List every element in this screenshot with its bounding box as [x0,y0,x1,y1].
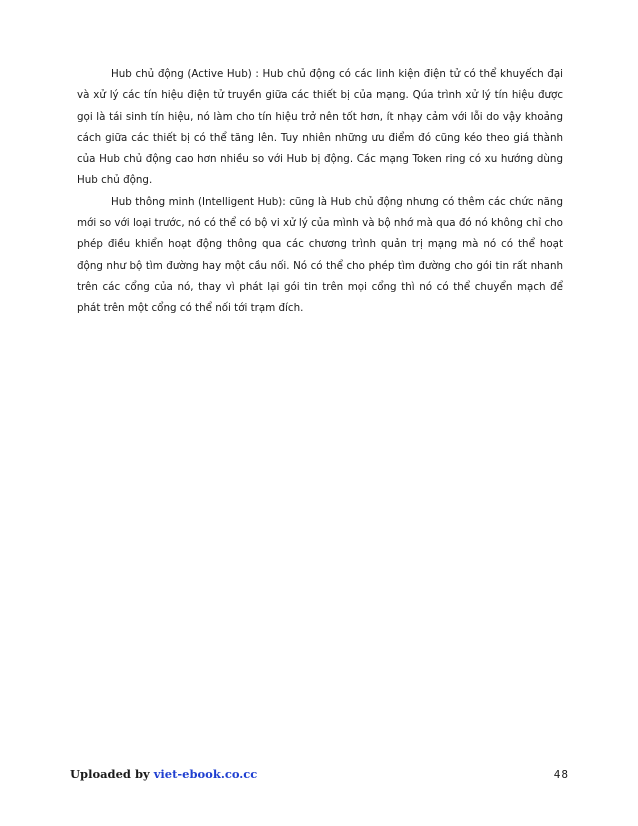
paragraph-active-hub: Hub chủ động (Active Hub) : Hub chủ động có các linh kiện điện tử có thể khuyếch đại và xử lý các tín hiệu điện tử truyền giữa các thiết bị của mạng. Qúa trình xử lý tín hiệu được gọi là tái sinh tín hiệu, nó làm cho tín hiệu trở nên tốt hơn, ít nhạy cảm với lỗi do vậy khoảng cách giữa các thiết bị có thể tăng lên. Tuy nhiên những ưu điểm đó cũng kéo theo giá thành của Hub chủ động cao hơn nhiều so với Hub bị động. Các mạng Token ring có xu hướng dùng Hub chủ động. [77,68,563,187]
page-footer [70,767,569,781]
uploaded-by-label: Uploaded by [70,767,150,781]
upload-credit [70,767,257,781]
paragraph-intelligent-hub: Hub thông minh (Intelligent Hub): cũng là Hub chủ động nhưng có thêm các chức năng mới so với loại trước, nó có thể có bộ vi xử lý của mình và bộ nhớ mà qua đó nó không chỉ cho phép điều khiển hoạt động thông qua các chương trình quản trị mạng mà nó có thể hoạt động như bộ tìm đường hay một cầu nối. Nó có thể cho phép tìm đường cho gói tin rất nhanh trên các cổng của nó, thay vì phát lại gói tin trên mọi cổng thì nó có thể chuyển mạch để phát trên một cổng có thể nối tới trạm đích. [77,195,563,315]
site-link[interactable]: viet-ebook.co.cc [153,767,258,781]
page-number: 48 [553,768,569,781]
body-text [77,64,563,320]
